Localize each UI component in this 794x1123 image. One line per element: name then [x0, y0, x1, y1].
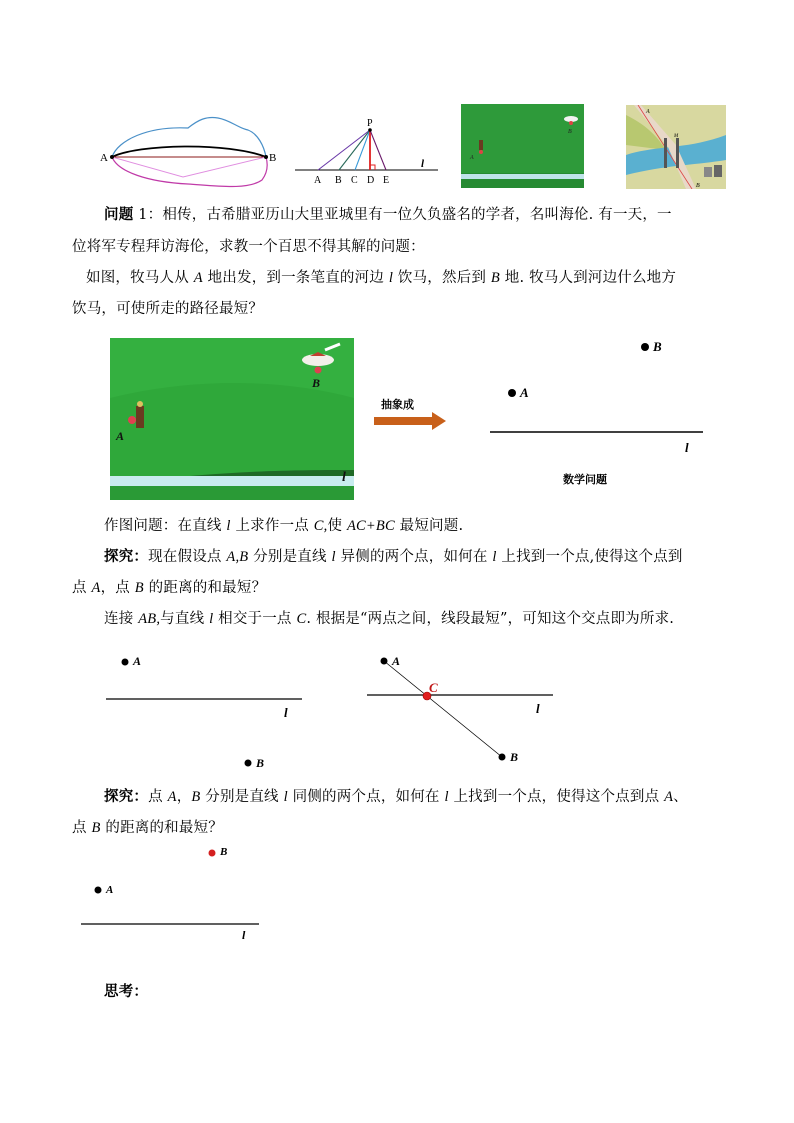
figure-opposite-sides — [100, 645, 310, 775]
explore2-heading: 探究： — [104, 788, 149, 805]
label-c: C — [429, 680, 438, 695]
construction-text: 作图问题：在直线 l 上求作一点 C,使 AC+BC 最短问题. — [104, 518, 464, 534]
photo-grassland-scene — [110, 338, 354, 500]
arrow-right-icon — [374, 412, 446, 430]
problem1-line1: 问题 1：相传，古希腊亚历山大里亚城里有一位久负盛名的学者，名叫海伦. 有一天，一 — [104, 206, 672, 223]
label-a: A — [116, 429, 125, 443]
problem1-line3: 如图，牧马人从 A 地出发，到一条笔直的河边 l 饮马，然后到 B 地. 牧马人到河边什么地方 — [86, 270, 677, 286]
label-c: C — [351, 175, 358, 186]
problem1-line2: 位将军专程拜访海伦，求教一个百思不得其解的问题： — [72, 239, 425, 255]
label-b: B — [568, 129, 572, 135]
think-label: 思考： — [104, 983, 149, 1000]
explore1-line3: 连接 AB,与直线 l 相交于一点 C. 根据是“两点之间，线段最短”，可知这个交点即为所求. — [104, 611, 675, 627]
explore1-line1: 探究：现在假设点 A,B 分别是直线 l 异侧的两个点，如何在 l 上找到一个点,使得这个点到 — [104, 548, 683, 565]
label-l: l — [685, 440, 689, 455]
label-l: l — [421, 158, 425, 170]
label-b: B — [256, 756, 265, 770]
label-a: A — [520, 385, 529, 400]
photo-grassland-small — [461, 104, 584, 188]
label-l: l — [284, 705, 288, 720]
label-e: E — [383, 175, 390, 186]
problem1-heading: 问题 — [104, 206, 134, 223]
label-b: B — [335, 175, 342, 186]
figure-opposite-sides-connected — [360, 645, 560, 770]
label-a: A — [100, 152, 108, 164]
photo-bridge-map — [626, 105, 726, 189]
label-b: B — [510, 750, 519, 764]
explore1-line2: 点 A，点 B 的距离的和最短？ — [72, 580, 267, 596]
figure-caption: 数学问题 — [563, 473, 607, 486]
figure-p-to-line — [290, 112, 440, 187]
label-d: D — [367, 175, 375, 186]
label-b: B — [653, 339, 662, 354]
label-l: l — [242, 928, 246, 942]
figure-same-side — [78, 842, 268, 947]
label-b: B — [312, 376, 321, 390]
explore2-line2: 点 B 的距离的和最短？ — [72, 820, 223, 836]
figure-abstract-line — [485, 335, 715, 455]
abstract-arrow-label: 抽象成 — [381, 398, 414, 411]
label-a: A — [470, 155, 474, 161]
label-l: l — [342, 470, 346, 485]
label-b: B — [269, 152, 277, 164]
label-a: A — [106, 884, 114, 896]
label-a: A — [314, 175, 322, 186]
label-a: A — [646, 109, 650, 115]
label-b: B — [696, 183, 700, 189]
label-m: M — [674, 134, 679, 139]
label-p: P — [367, 118, 373, 129]
figure-paths-ab — [98, 110, 278, 190]
label-l: l — [536, 701, 540, 716]
explore1-heading: 探究： — [104, 548, 149, 565]
problem1-line4: 饮马，可使所走的路径最短？ — [72, 301, 264, 317]
label-b: B — [220, 846, 228, 858]
label-a: A — [392, 654, 401, 668]
explore2-line1: 探究：点 A，B 分别是直线 l 同侧的两个点，如何在 l 上找到一个点，使得这个点到点 A、 — [104, 788, 688, 805]
label-a: A — [133, 654, 142, 668]
